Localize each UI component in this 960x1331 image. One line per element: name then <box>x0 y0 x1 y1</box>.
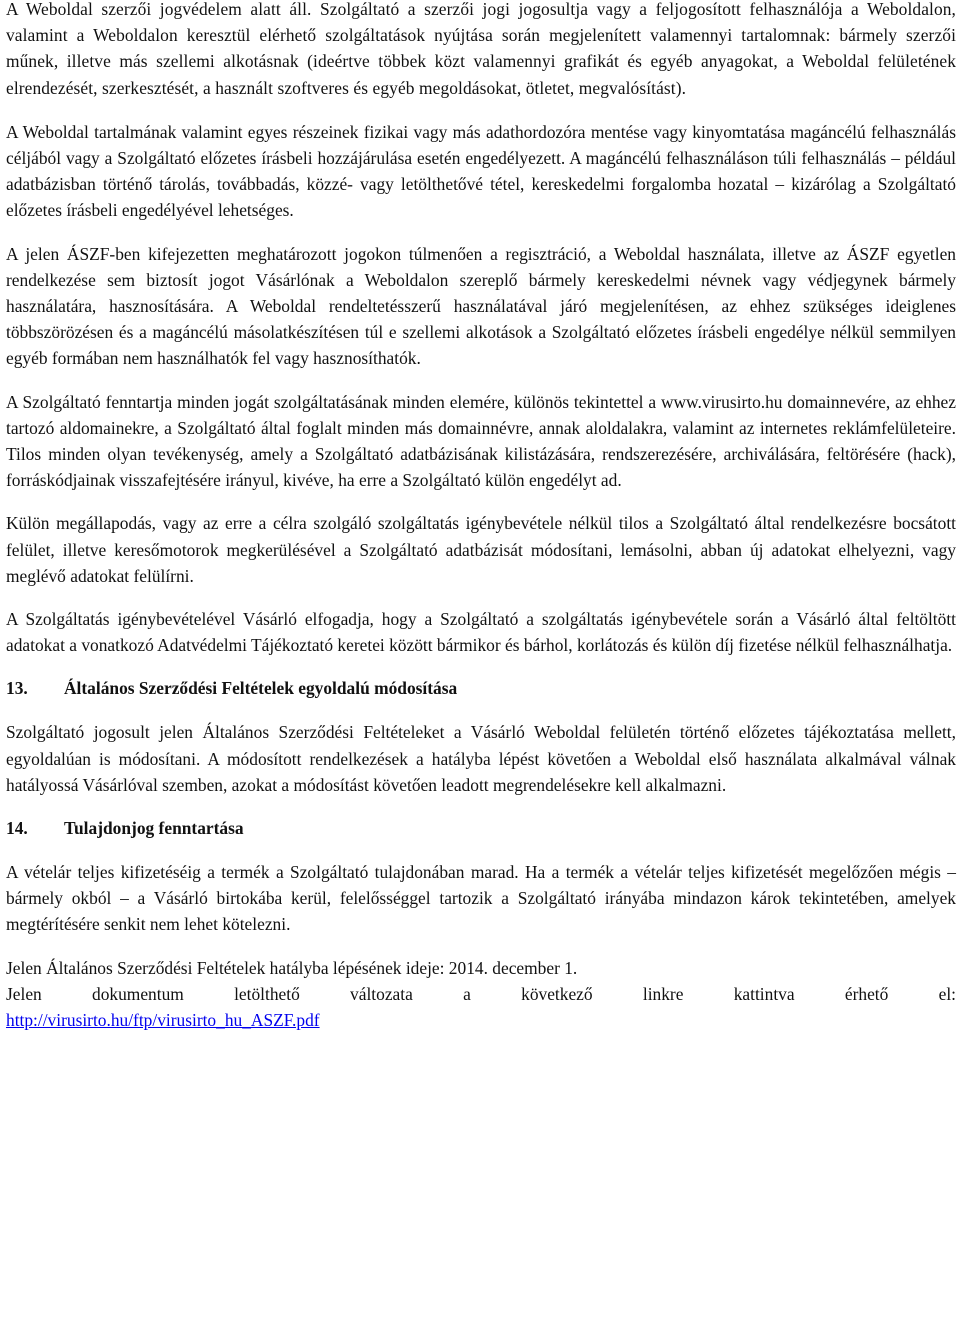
section-14-heading <box>6 815 956 841</box>
paragraph-trademark-use: A jelen ÁSZF-ben kifejezetten meghatározott jogokon túlmenően a regisztráció, a Weboldal használata, illetve az ÁSZF egyetlen rendelkezése sem biztosít jogot Vásárlónak a Weboldalon szereplő bármely kereskedelmi névnek vagy védjegynek bármely használatára, hasznosítására. A Weboldal rendeltetésszerű használatával járó megjelenítésen, az ehhez szükséges ideiglenes többszörözésen és a magáncélú másolatkészítésen túl e szellemi alkotások a Szolgáltató előzetes írásbeli engedélye nélkül semmilyen egyéb formában nem használhatók fel vagy hasznosíthatók. <box>6 243 956 369</box>
section-13-number: 13. <box>6 678 28 699</box>
footer-block <box>6 955 956 1033</box>
paragraph-rights-reserved: A Szolgáltató fenntartja minden jogát szolgáltatásának minden elemére, különös tekintettel a www.virusirto.hu domainnevére, az ehhez tartozó aldomainekre, a Szolgáltató által foglalt minden más domainnévre, annak aloldalakra, valamint az internetes reklámfelületeire. Tilos minden olyan tevékenység, amely a Szolgáltató adatbázisának kilistázására, rendszerezésére, archiválására, feltörésére (hack), forráskódjainak visszafejtésére irányul, kivéve, ha erre a Szolgáltató külön engedélyt ad. <box>6 391 956 491</box>
document-page <box>6 0 956 1033</box>
asz-pdf-link[interactable]: http://virusirto.hu/ftp/virusirto_hu_ASZF.pdf <box>6 1010 320 1031</box>
section-14-title: Tulajdonjog fenntartása <box>64 818 244 839</box>
paragraph-saving-printing: A Weboldal tartalmának valamint egyes részeinek fizikai vagy más adathordozóra mentése vagy kinyomtatása magáncélú felhasználás céljából vagy a Szolgáltató előzetes írásbeli hozzájárulása esetén engedélyezett. A magáncélú felhasználáson túli felhasználás – például adatbázisban történő tárolás, továbbadás, közzé- vagy letölthetővé tétel, kereskedelmi forgalomba hozatal – kizárólag a Szolgáltató előzetes írásbeli engedélyével lehetséges. <box>6 121 956 221</box>
section-14-body: A vételár teljes kifizetéséig a termék a Szolgáltató tulajdonában marad. Ha a termék a vételár teljes kifizetését megelőzően mégis – bármely okból – a Vásárló birtokába kerül, felelősséggel tartozik a Szolgáltató irányába mindazon károk tekintetében, amelyek megtérítésére senkit nem lehet kötelezni. <box>6 862 956 935</box>
paragraph-data-usage: A Szolgáltatás igénybevételével Vásárló elfogadja, hogy a Szolgáltató a szolgáltatás igénybevétele során a Vásárló által feltöltött adatokat a vonatkozó Adatvédelmi Tájékoztató keretei között bármikor és bárhol, korlátozás és külön díj fizetése nélkül felhasználhatja. <box>6 609 956 656</box>
download-line: Jelen dokumentum letölthető változata a következő linkre kattintva érhető el: <box>6 983 956 1004</box>
section-13-heading <box>6 675 956 701</box>
section-14-number: 14. <box>6 818 28 839</box>
effective-date-line: Jelen Általános Szerződési Feltételek hatályba lépésének ideje: 2014. december 1. <box>6 957 578 978</box>
paragraph-copyright: A Weboldal szerzői jogvédelem alatt áll. Szolgáltató a szerzői jogi jogosultja vagy a feljogosított felhasználója a Weboldalon, valamint a Weboldalon keresztül elérhető szolgáltatások nyújtása során megjelenített valamennyi tartalomnak: bármely szerzői műnek, illetve más szellemi alkotásnak (ideértve többek közt valamennyi grafikát és egyéb anyagokat, a Weboldal felületének elrendezését, szerkesztését, a használt szoftveres és egyéb megoldásokat, ötletet, megvalósítást). <box>6 0 956 98</box>
paragraph-database-modification: Külön megállapodás, vagy az erre a célra szolgáló szolgáltatás igénybevétele nélkül tilos a Szolgáltató által rendelkezésre bocsátott felület, illetve keresőmotorok megkerülésével a Szolgáltató adatbázisát módosítani, lemásolni, abban új adatokat elhelyezni, vagy meglévő adatokat felülírni. <box>6 513 956 586</box>
section-13-title: Általános Szerződési Feltételek egyoldalú módosítása <box>64 678 458 699</box>
section-13-body: Szolgáltató jogosult jelen Általános Szerződési Feltételeket a Vásárló Weboldal felületén történő előzetes tájékoztatása mellett, egyoldalúan is módosítani. A módosított rendelkezések a hatályba lépést követően a Weboldal első használata alkalmával válnak hatályossá Vásárlóval szemben, azokat a módosítást követően leadott megrendelésekre kell alkalmazni. <box>6 722 956 795</box>
